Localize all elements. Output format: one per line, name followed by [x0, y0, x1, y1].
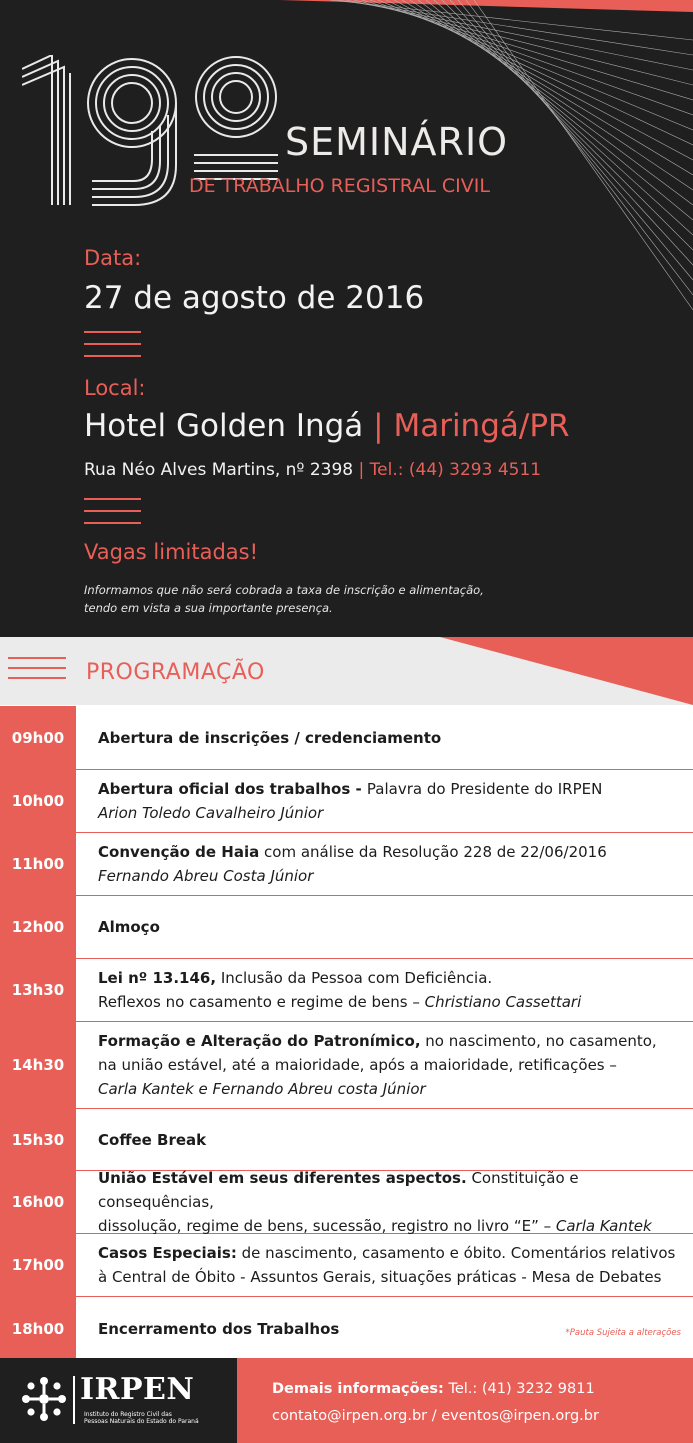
schedule-title: Casos Especiais:	[98, 1244, 237, 1262]
schedule-title: Encerramento dos Trabalhos	[98, 1319, 340, 1338]
schedule-time: 13h30	[0, 959, 76, 1021]
place-value	[84, 406, 570, 446]
schedule-speaker: Carla Kantek	[555, 1217, 652, 1235]
schedule-title: Convenção de Haia	[98, 843, 260, 861]
schedule-title: União Estável em seus diferentes aspectos.	[98, 1169, 467, 1187]
schedule-time: 09h00	[0, 706, 76, 769]
separator-lines	[84, 498, 141, 526]
contact-phone: Tel.: (41) 3232 9811	[443, 1381, 595, 1397]
schedule-time: 10h00	[0, 770, 76, 832]
schedule-row	[0, 1171, 693, 1234]
program-title: PROGRAMAÇÃO	[86, 660, 265, 685]
schedule-desc	[98, 959, 681, 1021]
schedule-text: com análise da Resolução 228 de 22/06/2016	[259, 843, 607, 861]
schedule-desc	[98, 706, 681, 769]
hotel-name: Hotel Golden Ingá	[84, 408, 364, 444]
schedule-desc	[98, 833, 681, 895]
schedule-text: Reflexos no casamento e regime de bens –	[98, 993, 425, 1011]
schedule-row	[0, 1297, 693, 1360]
schedule-text: no nascimento, no casamento,	[420, 1032, 657, 1050]
schedule-time: 18h00	[0, 1297, 76, 1360]
schedule-desc	[98, 896, 681, 958]
fee-note-line: tendo em vista a sua importante presença.	[84, 601, 333, 615]
schedule-text: Inclusão da Pessoa com Deficiência.	[216, 969, 493, 987]
schedule-time: 14h30	[0, 1022, 76, 1108]
header-section	[0, 0, 693, 637]
schedule-table	[0, 706, 693, 1360]
schedule-row	[0, 959, 693, 1022]
schedule-row	[0, 770, 693, 833]
fee-note	[84, 581, 484, 617]
schedule-text: dissolução, regime de bens, sucessão, registro no livro “E” –	[98, 1217, 556, 1235]
schedule-desc	[98, 770, 681, 832]
contact-label: Demais informações:	[272, 1381, 444, 1397]
contact-emails[interactable]: contato@irpen.org.br / eventos@irpen.org.br	[272, 1408, 599, 1424]
seminar-subtitle: DE TRABALHO REGISTRAL CIVIL	[189, 175, 490, 197]
place-label: Local:	[84, 376, 146, 400]
schedule-desc	[98, 1109, 681, 1170]
fee-note-line: Informamos que não será cobrada a taxa de inscrição e alimentação,	[84, 583, 484, 597]
schedule-time: 12h00	[0, 896, 76, 958]
schedule-title: Abertura oficial dos trabalhos -	[98, 780, 367, 798]
schedule-text: na união estável, até a maioridade, após a maioridade, retificações –	[98, 1056, 617, 1074]
irpen-emblem-icon	[20, 1375, 68, 1423]
schedule-title: Almoço	[98, 918, 160, 936]
schedule-row	[0, 706, 693, 770]
address: Rua Néo Alves Martins, nº 2398	[84, 460, 354, 480]
logo-subtitle	[84, 1411, 199, 1425]
program-lines	[8, 657, 66, 687]
schedule-title: Formação e Alteração do Patronímico,	[98, 1032, 421, 1050]
schedule-time: 11h00	[0, 833, 76, 895]
irpen-logo	[0, 1358, 237, 1443]
schedule-row	[0, 833, 693, 896]
logo-subtitle-line: Instituto do Registro Civil das	[84, 1411, 172, 1418]
seminar-title: SEMINÁRIO	[285, 120, 509, 164]
schedule-row	[0, 1022, 693, 1109]
logo-subtitle-line: Pessoas Naturais do Estado do Paraná	[84, 1418, 199, 1425]
schedule-speaker: Arion Toledo Cavalheiro Júnior	[98, 804, 324, 822]
schedule-desc	[98, 1171, 681, 1233]
date-label: Data:	[84, 246, 142, 270]
schedule-time: 16h00	[0, 1171, 76, 1233]
schedule-change-note: *Pauta Sujeita a alterações	[565, 1328, 681, 1338]
schedule-row	[0, 1234, 693, 1297]
vacancies-text: Vagas limitadas!	[84, 540, 259, 564]
separator-lines	[84, 331, 141, 359]
footer	[0, 1358, 693, 1443]
schedule-speaker: Christiano Cassettari	[424, 993, 582, 1011]
schedule-desc	[98, 1234, 681, 1296]
phone: | Tel.: (44) 3293 4511	[358, 460, 542, 480]
schedule-time: 17h00	[0, 1234, 76, 1296]
city-name: | Maringá/PR	[373, 408, 570, 444]
address-line	[84, 458, 541, 482]
schedule-speaker: Fernando Abreu Costa Júnior	[98, 867, 314, 885]
contact-phone-line	[272, 1379, 595, 1399]
schedule-title: Coffee Break	[98, 1130, 207, 1149]
logo-divider	[73, 1376, 75, 1424]
schedule-text: Palavra do Presidente do IRPEN	[366, 780, 603, 798]
schedule-title: Abertura de inscrições / credenciamento	[98, 728, 442, 747]
schedule-text: Constituição e consequências,	[98, 1169, 579, 1211]
schedule-text: à Central de Óbito - Assuntos Gerais, situações práticas - Mesa de Debates	[98, 1268, 662, 1286]
schedule-row	[0, 1109, 693, 1171]
schedule-row	[0, 896, 693, 959]
schedule-text: de nascimento, casamento e óbito. Comentários relativos	[236, 1244, 676, 1262]
logo-name: IRPEN	[80, 1372, 195, 1407]
schedule-desc	[98, 1022, 681, 1108]
schedule-title: Lei nº 13.146,	[98, 969, 217, 987]
program-header	[0, 637, 693, 705]
schedule-time: 15h30	[0, 1109, 76, 1170]
schedule-speaker: Carla Kantek e Fernando Abreu costa Júnior	[98, 1080, 426, 1098]
date-value: 27 de agosto de 2016	[84, 280, 425, 316]
